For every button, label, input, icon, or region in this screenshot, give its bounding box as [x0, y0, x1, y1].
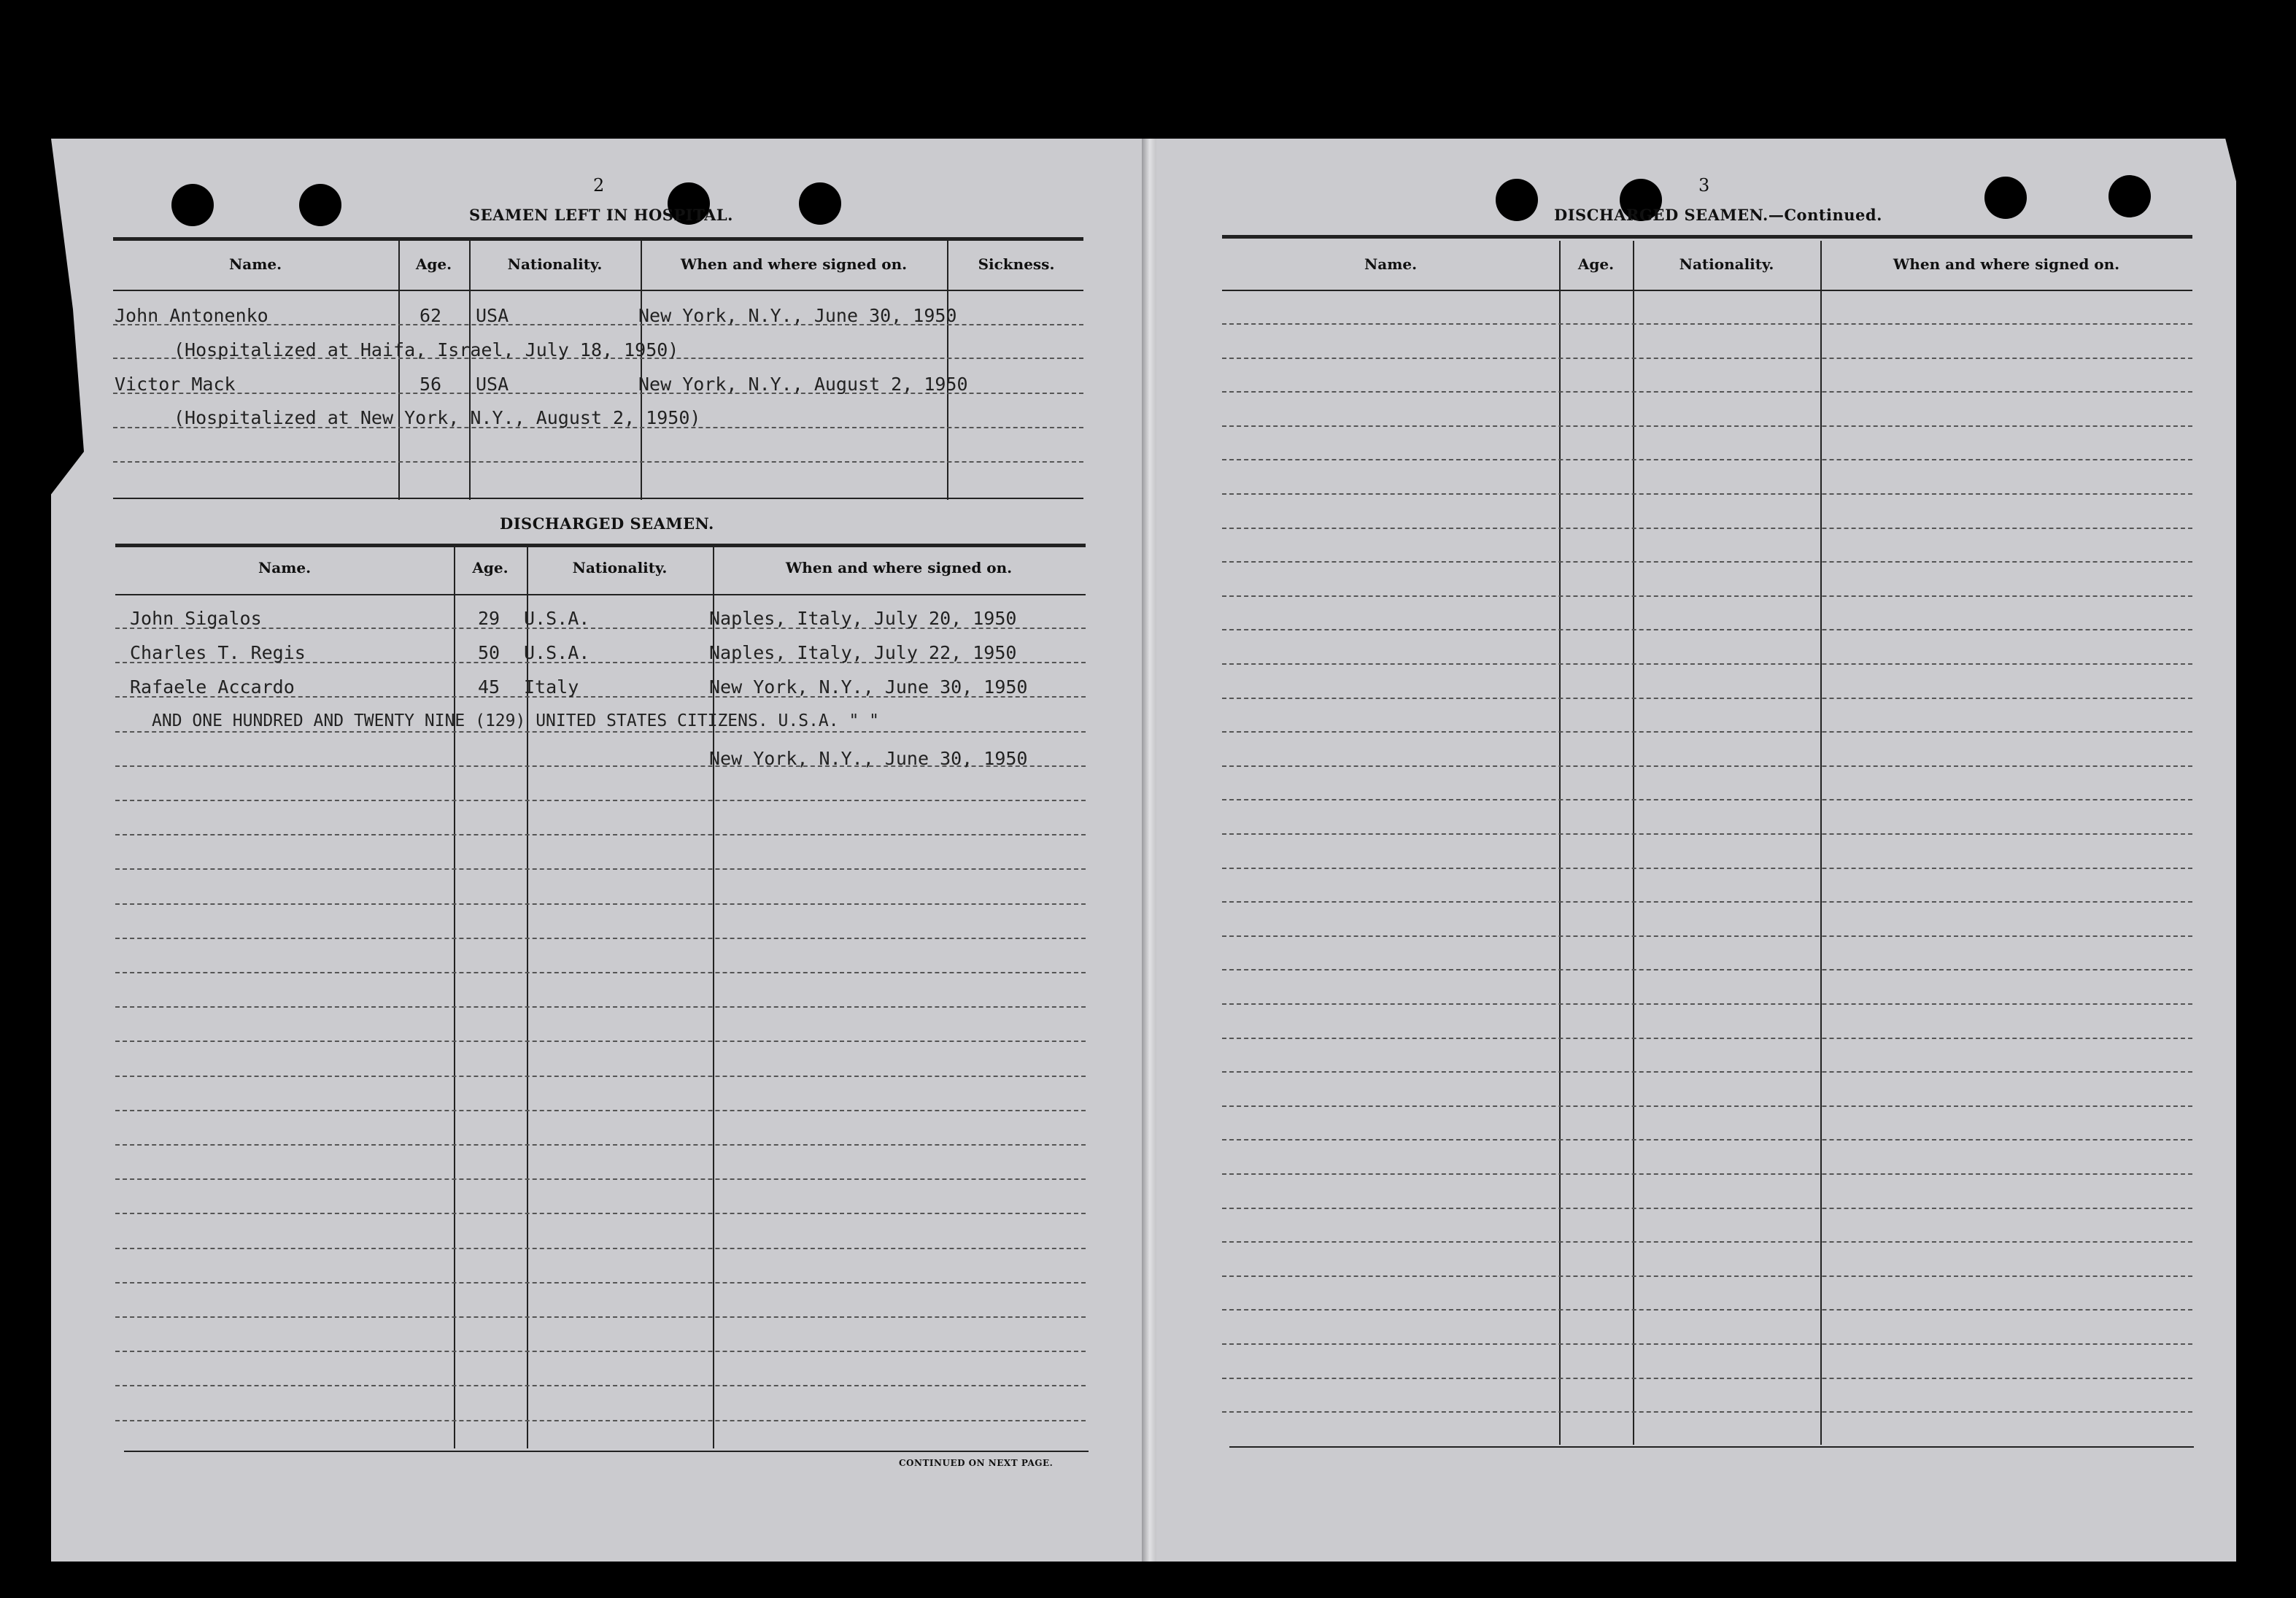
punch-hole	[1496, 179, 1538, 221]
row-rule	[115, 1351, 1086, 1352]
discharged-signed-on: Naples, Italy, July 22, 1950	[709, 642, 1017, 663]
row-rule	[115, 1213, 1086, 1214]
row-rule	[115, 1110, 1086, 1111]
header-rule	[113, 290, 1083, 291]
row-rule	[115, 1041, 1086, 1042]
row-rule	[115, 1282, 1086, 1284]
hospital-name: John Antonenko	[115, 305, 268, 326]
hospital-nationality: USA	[476, 305, 509, 326]
row-rule	[1222, 358, 2192, 359]
punch-hole	[2108, 175, 2151, 217]
row-rule	[1222, 528, 2192, 529]
row-rule	[1222, 1208, 2192, 1209]
row-rule	[115, 1420, 1086, 1421]
punch-hole	[799, 182, 841, 225]
discharged-name: Charles T. Regis	[130, 642, 306, 663]
col-header-name: Name.	[228, 255, 282, 273]
discharged-summary: AND ONE HUNDRED AND TWENTY NINE (129) UNITED STATES CITIZENS. U.S.A. " "	[152, 711, 879, 730]
col-header-signed-on: When and where signed on.	[680, 255, 908, 273]
row-rule	[115, 1178, 1086, 1180]
discharged-nationality: Italy	[524, 676, 579, 698]
hospital-age: 62	[420, 305, 442, 326]
row-rule	[115, 903, 1086, 905]
table-bottom-rule	[1229, 1446, 2194, 1448]
row-rule	[1222, 1309, 2192, 1311]
row-rule	[115, 972, 1086, 973]
right-page	[1156, 139, 2236, 1562]
row-rule	[1222, 1343, 2192, 1345]
table-top-rule	[115, 544, 1086, 547]
row-rule	[1222, 833, 2192, 835]
row-rule	[1222, 1038, 2192, 1039]
punch-hole	[171, 184, 214, 226]
col-header-age: Age.	[1577, 255, 1615, 273]
row-rule	[115, 1385, 1086, 1386]
row-rule	[1222, 1241, 2192, 1243]
row-rule	[115, 1144, 1086, 1146]
discharged-name: John Sigalos	[130, 608, 262, 629]
discharged-nationality: U.S.A.	[524, 642, 590, 663]
col-header-age: Age.	[472, 559, 509, 576]
row-rule	[115, 800, 1086, 801]
hospital-nationality: USA	[476, 374, 509, 395]
hospital-note: (Hospitalized at New York, N.Y., August 2, 1950)	[174, 407, 701, 428]
row-rule	[1222, 663, 2192, 665]
row-rule	[115, 1076, 1086, 1077]
row-rule	[1222, 765, 2192, 767]
punch-hole	[1984, 177, 2027, 219]
row-rule	[1222, 629, 2192, 630]
row-rule	[1222, 1105, 2192, 1107]
col-header-age: Age.	[415, 255, 452, 273]
row-rule	[1222, 799, 2192, 800]
discharged-age: 45	[478, 676, 500, 698]
discharged-name: Rafaele Accardo	[130, 676, 295, 698]
continued-footer: CONTINUED ON NEXT PAGE.	[899, 1458, 1054, 1468]
row-rule	[1222, 425, 2192, 427]
row-rule	[1222, 1173, 2192, 1175]
col-header-name: Name.	[258, 559, 312, 576]
row-rule	[1222, 1071, 2192, 1073]
row-rule	[1222, 1275, 2192, 1277]
hospital-name: Victor Mack	[115, 374, 236, 395]
row-rule	[1222, 323, 2192, 325]
row-rule	[1222, 969, 2192, 970]
discharged-section-title: DISCHARGED SEAMEN.	[500, 514, 714, 533]
row-rule	[1222, 698, 2192, 699]
hospital-note: (Hospitalized at Haifa, Israel, July 18, 1950)	[174, 339, 679, 360]
hospital-signed-on: New York, N.Y., June 30, 1950	[638, 305, 957, 326]
hospital-signed-on: New York, N.Y., August 2, 1950	[638, 374, 968, 395]
row-rule	[1222, 1411, 2192, 1413]
col-header-signed-on: When and where signed on.	[785, 559, 1013, 576]
row-rule	[1222, 391, 2192, 393]
column-divider	[1820, 241, 1822, 1445]
table-top-rule	[1222, 235, 2192, 239]
row-rule	[115, 1006, 1086, 1008]
page-number: 2	[593, 175, 605, 196]
col-header-signed-on: When and where signed on.	[1893, 255, 2120, 273]
col-header-name: Name.	[1364, 255, 1418, 273]
table-top-rule	[113, 237, 1083, 241]
page-number: 3	[1698, 175, 1710, 196]
row-rule	[1222, 1139, 2192, 1140]
hospital-section-title: SEAMEN LEFT IN HOSPITAL.	[469, 206, 733, 224]
right-section-title: DISCHARGED SEAMEN.—Continued.	[1554, 206, 1882, 224]
table-bottom-rule	[124, 1451, 1089, 1452]
row-rule	[1222, 561, 2192, 563]
row-rule	[1222, 935, 2192, 937]
row-rule	[1222, 1003, 2192, 1005]
header-rule	[115, 594, 1086, 595]
row-rule	[115, 731, 1086, 733]
row-rule	[1222, 868, 2192, 869]
discharged-age: 29	[478, 608, 500, 629]
row-rule	[115, 938, 1086, 939]
row-rule	[1222, 1378, 2192, 1379]
discharged-nationality: U.S.A.	[524, 608, 590, 629]
col-header-nationality: Nationality.	[507, 255, 603, 273]
header-rule	[1222, 290, 2192, 291]
punch-hole	[299, 184, 341, 226]
hospital-age: 56	[420, 374, 442, 395]
row-rule	[115, 1316, 1086, 1318]
col-header-nationality: Nationality.	[1679, 255, 1774, 273]
col-header-nationality: Nationality.	[572, 559, 668, 576]
column-divider	[1633, 241, 1634, 1445]
row-rule	[115, 834, 1086, 835]
column-divider	[454, 547, 455, 1448]
row-rule	[1222, 459, 2192, 460]
discharged-signed-on: Naples, Italy, July 20, 1950	[709, 608, 1017, 629]
col-header-sickness: Sickness.	[978, 255, 1055, 273]
row-rule	[1222, 901, 2192, 903]
row-rule	[115, 1248, 1086, 1249]
discharged-signed-on: New York, N.Y., June 30, 1950	[709, 676, 1028, 698]
discharged-summary-signed-on: New York, N.Y., June 30, 1950	[709, 748, 1028, 769]
discharged-age: 50	[478, 642, 500, 663]
row-rule	[1222, 731, 2192, 733]
row-rule	[113, 461, 1083, 463]
row-rule	[1222, 595, 2192, 597]
column-divider	[1559, 241, 1561, 1445]
table-bottom-rule	[113, 498, 1083, 499]
row-rule	[115, 868, 1086, 870]
row-rule	[1222, 493, 2192, 495]
